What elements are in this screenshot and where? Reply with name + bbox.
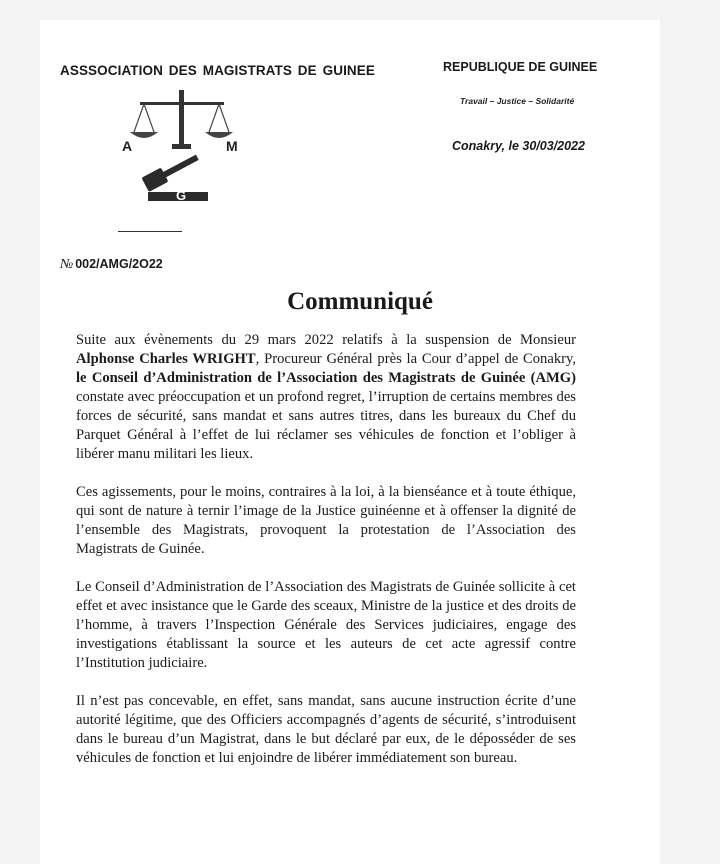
scales-gavel-logo [112,84,252,209]
logo-letter-m: M [226,138,238,154]
left-pan [130,132,158,138]
number-sign: № [60,257,74,272]
gavel [141,150,201,192]
organization-name: ASSSOCIATION DES MAGISTRATS DE GUINEE [60,63,375,78]
communique-body [76,331,576,787]
logo-underline [118,231,182,232]
scale-pillar [179,90,184,146]
scale-base [172,144,191,149]
logo-letter-a: A [122,138,133,154]
national-motto: Travail – Justice – Solidarité [460,96,575,106]
reference-code: 002/AMG/2O22 [75,257,163,271]
paragraph-4: Il n’est pas concevable, en effet, sans mandat, sans aucune instruction écrite d’une autorité légitime, que des Officiers accompagnés d’agents de sécurité, s’introduisent dans le bureau d’un Magistrat, dans le but déclaré par eux, de le déposséder de ses véhicules de fonction et lui enjoindre de libérer immédiatement son bureau. [76,693,576,766]
board-name: le Conseil d’Administration de l’Association des Magistrats de Guinée (AMG) [76,370,576,386]
place-and-date: Conakry, le 30/03/2022 [452,139,585,153]
republic-name: REPUBLIQUE DE GUINEE [443,60,598,74]
paragraph-3: Le Conseil d’Administration de l’Association des Magistrats de Guinée sollicite à cet effet et avec insistance que le Garde des sceaux, Ministre de la justice et des droits de l’homme, à travers l’Inspection Générale des Services judiciaires, engage des investigations établissant la source et les auteurs de cet acte agressif contre l’Institution judiciaire. [76,579,576,671]
reference-number [60,257,163,273]
paragraph-1: Suite aux évènements du 29 mars 2022 relatifs à la suspension de Monsieur Alphonse Charles WRIGHT, Procureur Général près la Cour d’appel de Conakry, le Conseil d’Administration de l’Association des Magistrats de Guinée (AMG) constate avec préoccupation et un profond regret, l’irruption de certains membres des forces de sécurité, sans mandat et sans autres titres, dans les bureaux du Chef du Parquet Général à l’effet de lui réclamer ses véhicules de fonction et l’obliger à libérer manu militari les lieux. [76,332,576,462]
document-title: Communiqué [287,288,433,315]
prosecutor-name: Alphonse Charles WRIGHT [76,351,256,367]
paragraph-2: Ces agissements, pour le moins, contraires à la loi, à la bienséance et à toute éthique, qui sont de nature à ternir l’image de la Justice guinéenne et à offenser la dignité de l’ensemble des Magistrats, provoquent la protestation de l’Association des Magistrats de Guinée. [76,484,576,557]
logo-letter-g: G [176,188,187,203]
